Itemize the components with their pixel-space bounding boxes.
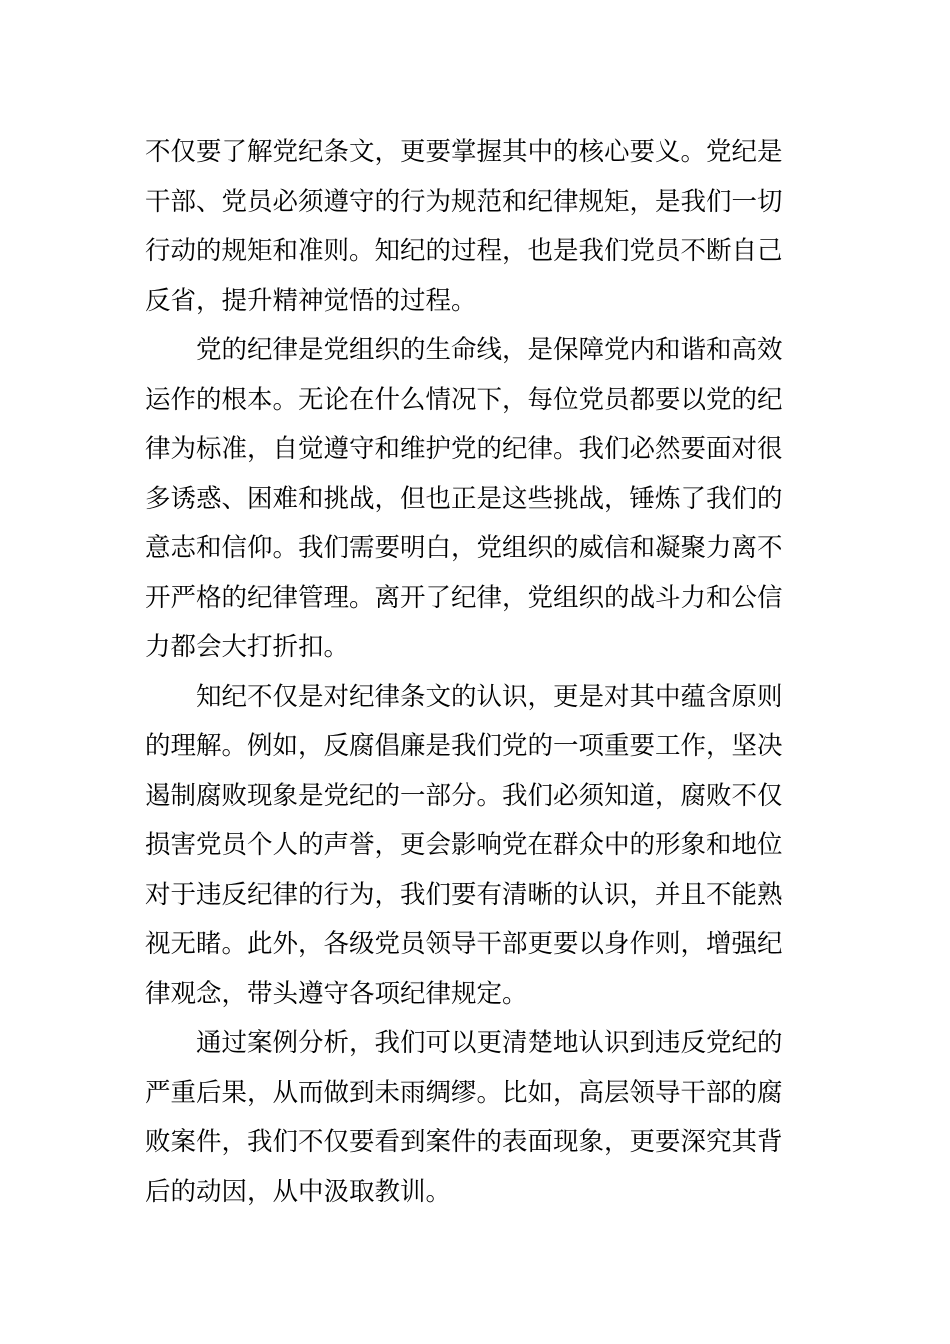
text-line: 严重后果，从而做到未雨绸缪。比如，高层领导干部的腐 xyxy=(145,1077,783,1108)
text-line: 损害党员个人的声誉，更会影响党在群众中的形象和地位 xyxy=(145,830,783,860)
text-line: 通过案例分析，我们可以更清楚地认识到违反党纪的 xyxy=(196,1028,783,1058)
text-line: 视无睹。此外，各级党员领导干部更要以身作则，增强纪 xyxy=(145,929,783,959)
text-line: 遏制腐败现象是党纪的一部分。我们必须知道，腐败不仅 xyxy=(145,780,783,811)
text-line: 的理解。例如，反腐倡廉是我们党的一项重要工作，坚决 xyxy=(145,731,783,761)
text-line: 对于违反纪律的行为，我们要有清晰的认识，并且不能熟 xyxy=(145,879,783,910)
text-line: 不仅要了解党纪条文，更要掌握其中的核心要义。党纪是 xyxy=(145,137,783,167)
paragraph-2 xyxy=(145,326,810,673)
text-line: 律观念，带头遵守各项纪律规定。 xyxy=(145,978,528,1009)
text-line: 律为标准，自觉遵守和维护党的纪律。我们必然要面对很 xyxy=(145,434,783,464)
text-line: 力都会大打折扣。 xyxy=(145,632,350,662)
text-line: 多诱惑、困难和挑战，但也正是这些挑战，锤炼了我们的 xyxy=(145,483,783,514)
text-line: 意志和信仰。我们需要明白，党组织的威信和凝聚力离不 xyxy=(145,533,783,563)
text-line: 行动的规矩和准则。知纪的过程，也是我们党员不断自己 xyxy=(145,236,783,266)
text-line: 开严格的纪律管理。离开了纪律，党组织的战斗力和公信 xyxy=(145,582,783,613)
text-line: 知纪不仅是对纪律条文的认识，更是对其中蕴含原则 xyxy=(196,681,783,712)
text-line: 后的动因，从中汲取教训。 xyxy=(145,1176,452,1207)
document-body xyxy=(145,128,810,1217)
paragraph-3 xyxy=(145,673,810,1020)
text-line: 反省，提升精神觉悟的过程。 xyxy=(145,285,477,316)
text-line: 干部、党员必须遵守的行为规范和纪律规矩，是我们一切 xyxy=(145,186,783,217)
text-line: 败案件，我们不仅要看到案件的表面现象，更要深究其背 xyxy=(145,1127,783,1157)
paragraph-1 xyxy=(145,128,810,326)
paragraph-4 xyxy=(145,1019,810,1217)
text-line: 运作的根本。无论在什么情况下，每位党员都要以党的纪 xyxy=(145,384,783,415)
text-line: 党的纪律是党组织的生命线，是保障党内和谐和高效 xyxy=(196,335,783,365)
